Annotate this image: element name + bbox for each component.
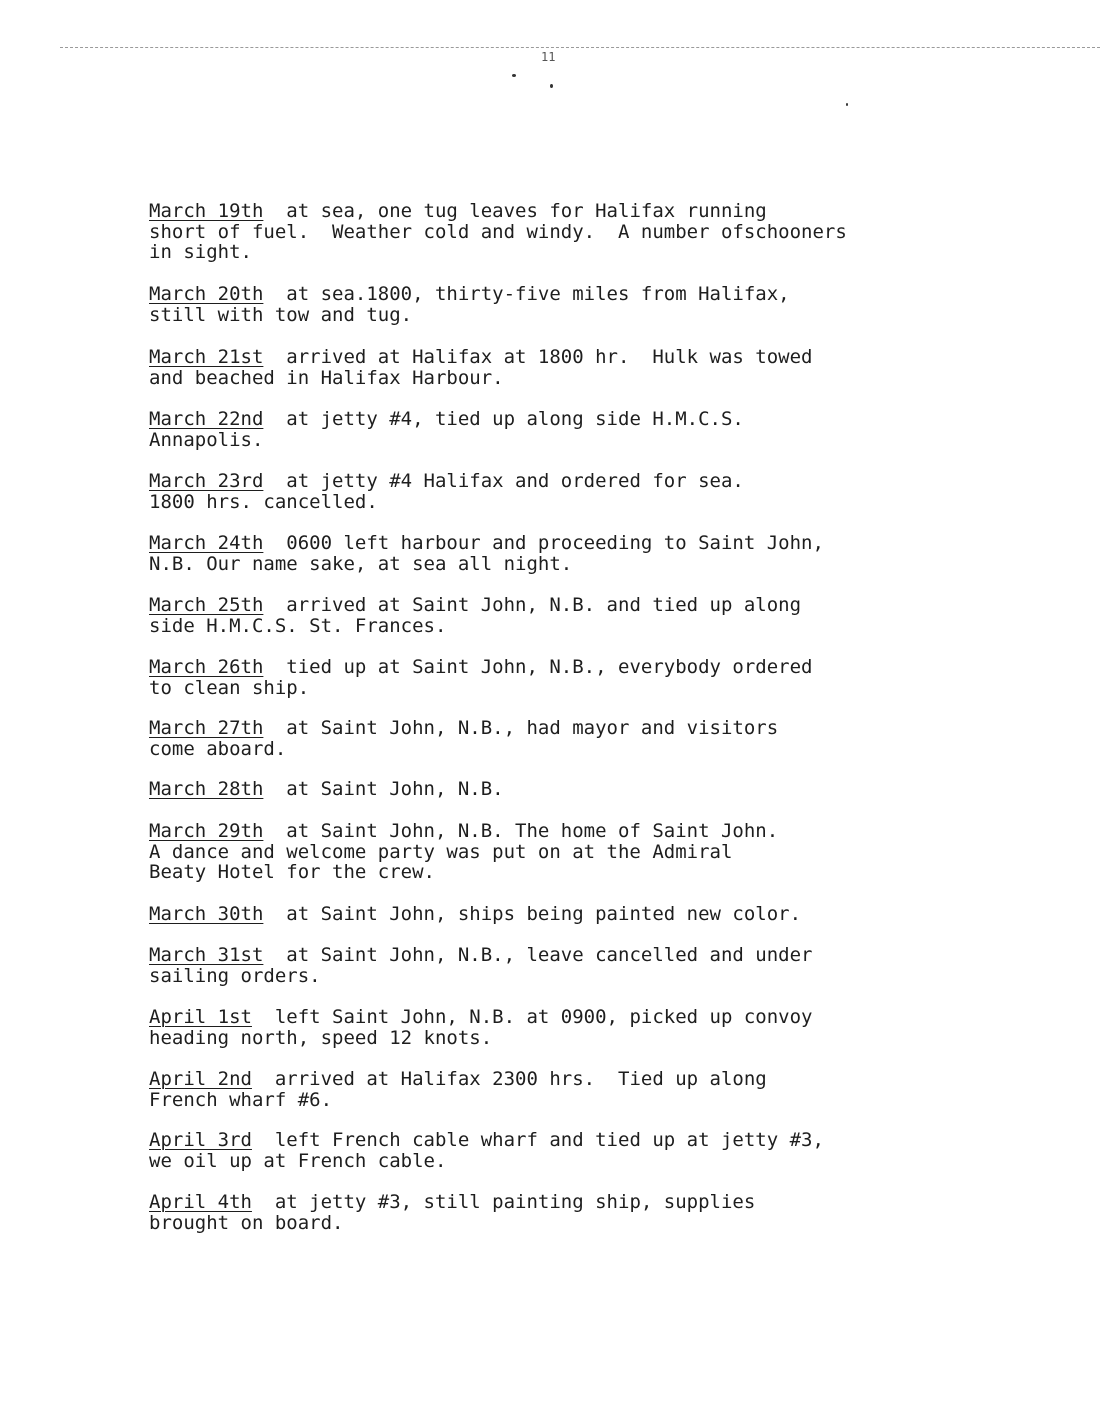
- ink-speck: [550, 84, 553, 88]
- entry-date: March 27th: [149, 717, 264, 739]
- entry-date: April 4th: [149, 1191, 252, 1213]
- entry-text: at sea.1800, thirty-five miles from Halifax, still with tow and tug.: [149, 283, 790, 326]
- entry-date: March 23rd: [149, 470, 264, 492]
- entry-date: March 30th: [149, 903, 264, 925]
- entry-text: at Saint John, N.B. The home of Saint John. A dance and welcome party was put on at the Admiral Beaty Hotel for the crew.: [149, 820, 779, 883]
- ink-speck: [846, 103, 848, 106]
- diary-entry: [149, 471, 949, 512]
- entry-text: at jetty #4, tied up along side H.M.C.S. Annapolis.: [149, 408, 744, 451]
- entry-text: at Saint John, N.B., leave cancelled and under sailing orders.: [149, 944, 813, 987]
- entry-date: March 26th: [149, 656, 264, 678]
- diary-entry: [149, 284, 949, 325]
- entry-text: at jetty #3, still painting ship, supplies brought on board.: [149, 1191, 756, 1234]
- diary-entry: [149, 347, 949, 388]
- diary-entry: [149, 821, 949, 883]
- entry-date: April 3rd: [149, 1129, 252, 1151]
- page-mark: 11: [541, 50, 556, 64]
- entry-date: March 28th: [149, 778, 264, 800]
- entry-text: left Saint John, N.B. at 0900, picked up convoy heading north, speed 12 knots.: [149, 1006, 813, 1049]
- entry-text: arrived at Saint John, N.B. and tied up along side H.M.C.S. St. Frances.: [149, 594, 802, 637]
- diary-entry: [149, 1192, 949, 1233]
- entry-date: March 29th: [149, 820, 264, 842]
- entry-date: March 25th: [149, 594, 264, 616]
- entry-text: at Saint John, ships being painted new color.: [263, 903, 802, 925]
- entry-text: arrived at Halifax 2300 hrs. Tied up along French wharf #6.: [149, 1068, 767, 1111]
- entry-text: tied up at Saint John, N.B., everybody ordered to clean ship.: [149, 656, 813, 699]
- entry-date: March 19th: [149, 200, 264, 222]
- entry-date: March 20th: [149, 283, 264, 305]
- diary-entry: [149, 1130, 949, 1171]
- scan-line: [60, 47, 1100, 48]
- entry-text: at Saint John, N.B.: [263, 778, 504, 800]
- entry-date: April 2nd: [149, 1068, 252, 1090]
- entry-text: arrived at Halifax at 1800 hr. Hulk was towed and beached in Halifax Harbour.: [149, 346, 813, 389]
- diary-entry: [149, 409, 949, 450]
- diary-entry: [149, 201, 949, 263]
- diary-entry: [149, 779, 949, 800]
- diary-entry: [149, 1007, 949, 1048]
- diary-entry: [149, 904, 949, 925]
- entry-date: March 31st: [149, 944, 264, 966]
- entry-date: March 24th: [149, 532, 264, 554]
- diary-entry: [149, 595, 949, 636]
- diary-entry: [149, 718, 949, 759]
- diary-entry: [149, 945, 949, 986]
- entry-text: at Saint John, N.B., had mayor and visitors come aboard.: [149, 717, 779, 760]
- entry-date: April 1st: [149, 1006, 252, 1028]
- diary-entry: [149, 657, 949, 698]
- diary-entry: [149, 1069, 949, 1110]
- entry-text: 0600 left harbour and proceeding to Saint John, N.B. Our name sake, at sea all night.: [149, 532, 824, 575]
- entry-date: March 22nd: [149, 408, 264, 430]
- diary-entry: [149, 533, 949, 574]
- entry-text: at sea, one tug leaves for Halifax running short of fuel. Weather cold and windy. A number ofschooners in sight.: [149, 200, 847, 263]
- ink-speck: [512, 74, 516, 77]
- entry-date: March 21st: [149, 346, 264, 368]
- entry-text: at jetty #4 Halifax and ordered for sea. 1800 hrs. cancelled.: [149, 470, 744, 513]
- entry-text: left French cable wharf and tied up at jetty #3, we oil up at French cable.: [149, 1129, 824, 1172]
